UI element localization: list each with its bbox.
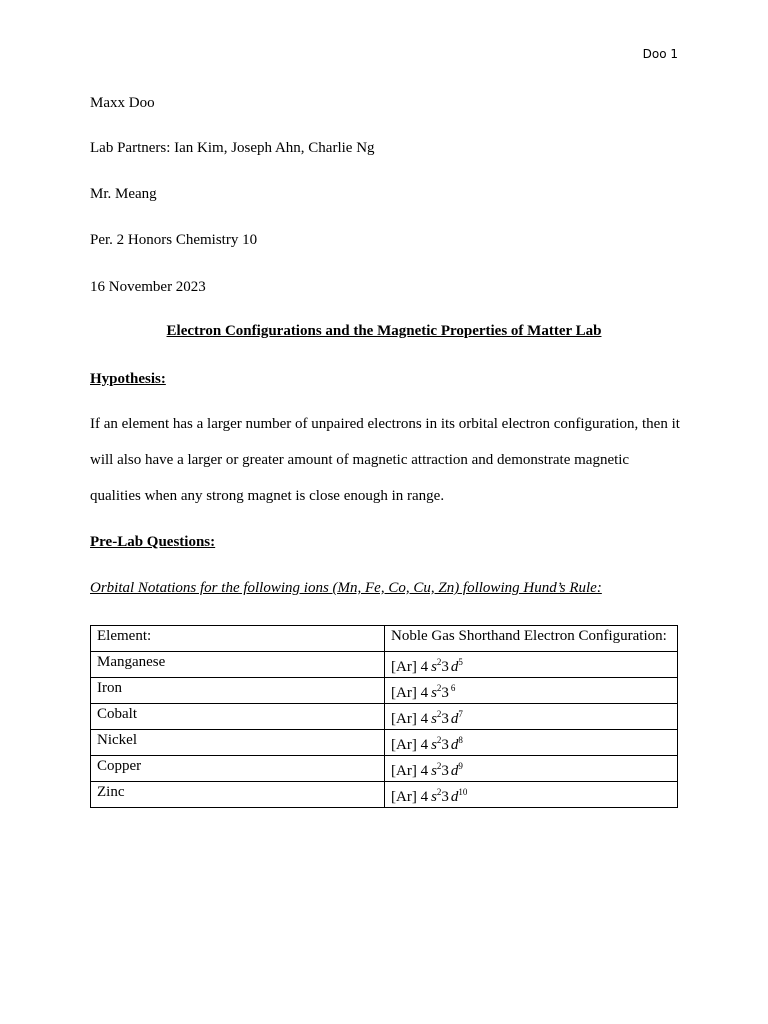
config-d-exponent: 8 — [458, 735, 463, 745]
config-core: [Ar] 4 — [391, 789, 429, 805]
config-s-orbital: s — [431, 737, 437, 753]
config-d-shell: 3 — [441, 737, 449, 753]
config-d-orbital: d — [450, 711, 459, 727]
table-row — [91, 652, 678, 678]
header-element: Element: — [91, 626, 385, 652]
table-row — [91, 678, 678, 704]
configuration-text — [391, 685, 455, 701]
hypothesis-text: If an element has a larger number of unpaired electrons in its orbital electron configuration, then it will also have a larger or greater amount of magnetic attraction and demonstrate magnetic qualities when any strong magnet is close enough in range. — [90, 416, 680, 504]
element-cell: Nickel — [91, 730, 385, 756]
config-s-orbital: s — [431, 763, 437, 779]
configuration-cell — [385, 756, 678, 782]
configuration-text — [391, 737, 463, 753]
config-core: [Ar] 4 — [391, 659, 429, 675]
student-name: Maxx Doo — [90, 95, 155, 111]
config-s-exponent: 2 — [436, 761, 442, 771]
prelab-heading: Pre-Lab Questions: — [90, 534, 216, 550]
electron-config-table — [90, 625, 678, 808]
configuration-cell — [385, 782, 678, 808]
config-s-orbital: s — [431, 711, 437, 727]
element-cell: Manganese — [91, 652, 385, 678]
config-d-shell: 3 — [441, 763, 449, 779]
element-cell: Iron — [91, 678, 385, 704]
config-d-shell: 3 — [441, 685, 449, 701]
config-s-orbital: s — [431, 659, 437, 675]
config-d-orbital: d — [450, 737, 459, 753]
document-title: Electron Configurations and the Magnetic Properties of Matter Lab — [166, 323, 602, 339]
config-core: [Ar] 4 — [391, 685, 429, 701]
configuration-text — [391, 711, 463, 727]
config-d-shell: 3 — [441, 789, 449, 805]
config-core: [Ar] 4 — [391, 711, 429, 727]
config-d-shell: 3 — [441, 711, 449, 727]
configuration-cell — [385, 704, 678, 730]
config-d-exponent: 9 — [458, 761, 463, 771]
config-d-orbital: d — [450, 659, 459, 675]
config-d-exponent: 6 — [450, 683, 456, 693]
config-d-orbital: d — [450, 789, 459, 805]
configuration-text — [391, 659, 463, 675]
config-d-shell: 3 — [441, 659, 449, 675]
class-period: Per. 2 Honors Chemistry 10 — [90, 232, 258, 248]
config-s-orbital: s — [431, 685, 437, 701]
table-header-row — [91, 626, 678, 652]
configuration-cell — [385, 678, 678, 704]
config-d-orbital: d — [450, 763, 459, 779]
element-cell: Copper — [91, 756, 385, 782]
teacher-name: Mr. Meang — [90, 186, 157, 202]
configuration-text — [391, 763, 463, 779]
config-core: [Ar] 4 — [391, 763, 429, 779]
config-s-exponent: 2 — [436, 787, 442, 797]
config-d-exponent: 5 — [458, 657, 463, 667]
config-d-exponent: 7 — [458, 709, 463, 719]
table-row — [91, 756, 678, 782]
lab-partners: Lab Partners: Ian Kim, Joseph Ahn, Charlie Ng — [90, 140, 375, 156]
table-row — [91, 704, 678, 730]
hypothesis-heading: Hypothesis: — [90, 371, 166, 387]
configuration-cell — [385, 652, 678, 678]
config-d-exponent: 10 — [458, 787, 468, 797]
configuration-cell — [385, 730, 678, 756]
config-s-exponent: 2 — [436, 709, 442, 719]
header-configuration: Noble Gas Shorthand Electron Configuration: — [385, 626, 678, 652]
configuration-text — [391, 789, 467, 805]
config-core: [Ar] 4 — [391, 737, 429, 753]
config-s-orbital: s — [431, 789, 437, 805]
electron-config-table-body — [91, 626, 678, 808]
element-cell: Cobalt — [91, 704, 385, 730]
config-s-exponent: 2 — [436, 657, 442, 667]
report-date: 16 November 2023 — [90, 279, 206, 295]
prelab-subheading: Orbital Notations for the following ions (Mn, Fe, Co, Cu, Zn) following Hund’s Rule: — [90, 580, 602, 596]
page-number: Doo 1 — [642, 47, 678, 61]
config-s-exponent: 2 — [436, 735, 442, 745]
element-cell: Zinc — [91, 782, 385, 808]
config-s-exponent: 2 — [436, 683, 442, 693]
table-row — [91, 730, 678, 756]
table-row — [91, 782, 678, 808]
